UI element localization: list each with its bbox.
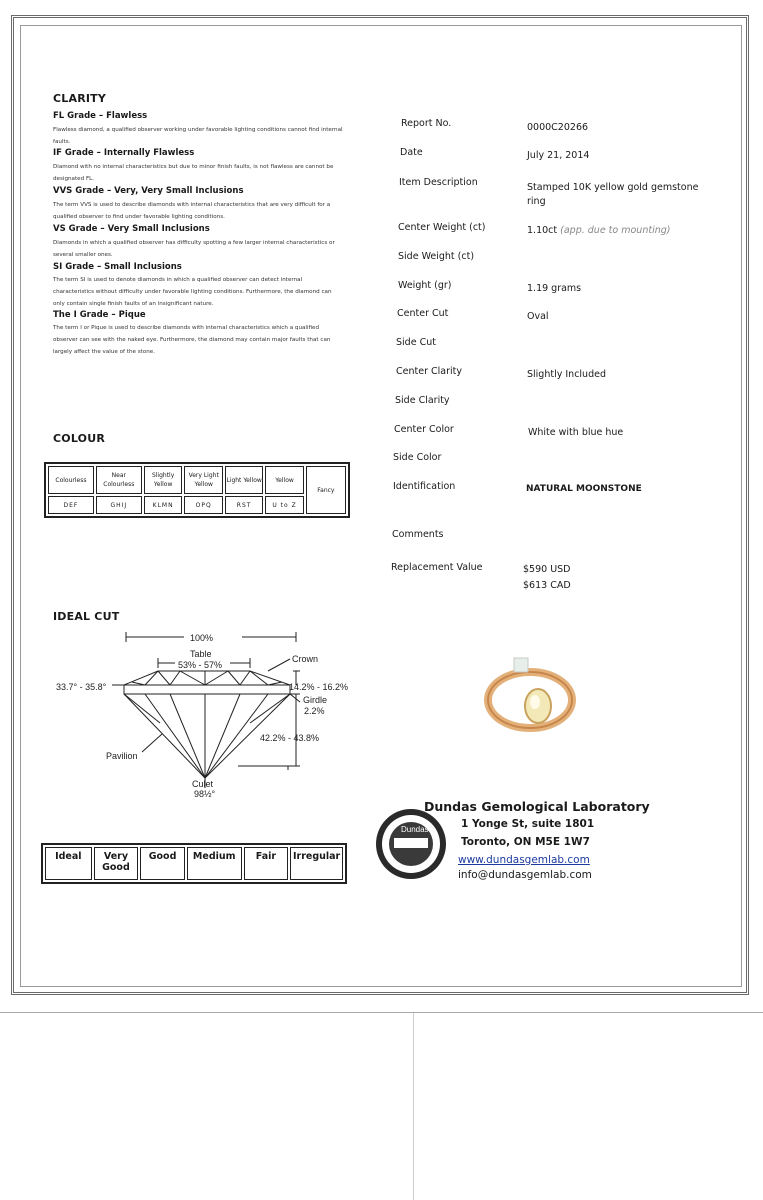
colour-name-cell: Slightly Yellow	[144, 466, 183, 494]
identification-value: NATURAL MOONSTONE	[526, 484, 642, 494]
diagram-culet-pct: 98½°	[194, 789, 216, 799]
side-clarity-label: Side Clarity	[395, 395, 450, 406]
colour-name-cell: Near Colourless	[96, 466, 142, 494]
center-cut-label: Center Cut	[397, 308, 449, 319]
ideal-cut-heading: IDEAL CUT	[53, 610, 120, 623]
diagram-table-pct: 53% - 57%	[178, 660, 223, 670]
center-clarity-label: Center Clarity	[396, 366, 462, 377]
center-weight-value	[527, 225, 670, 236]
ring-photo	[478, 648, 578, 740]
replacement-value-cad: $613 CAD	[523, 580, 571, 591]
center-weight-amount: 1.10ct	[527, 225, 558, 236]
center-color-label: Center Color	[394, 424, 454, 435]
clarity-grade-desc: Diamonds in which a qualified observer has difficulty spotting a few larger internal characteristics or several smaller ones.	[53, 240, 335, 258]
colour-grade-cell: OPQ	[184, 496, 222, 514]
diagram-table-label: Table	[190, 649, 212, 659]
item-description-value-line2: ring	[527, 196, 546, 207]
weight-gr-value: 1.19 grams	[527, 283, 582, 294]
colour-grade-cell: U to Z	[265, 496, 303, 514]
date-label: Date	[400, 147, 423, 158]
diagram-girdle-label: Girdle	[303, 695, 328, 705]
diagram-total-label: 100%	[190, 633, 214, 643]
colour-grade-cell: GHIJ	[96, 496, 142, 514]
cut-grade-cell: Ideal	[45, 847, 92, 880]
diagram-crown-pct: 14.2% - 16.2%	[289, 682, 349, 692]
cut-grade-cell: Fair	[244, 847, 289, 880]
comments-label: Comments	[392, 529, 444, 540]
date-value: July 21, 2014	[527, 150, 590, 161]
colour-scale-table	[44, 462, 350, 518]
diagram-pavilion-pct: 42.2% - 43.8%	[260, 733, 320, 743]
page-divider-vertical	[413, 1013, 414, 1200]
cut-grade-cell: Good	[140, 847, 185, 880]
clarity-grade-desc: The term I or Pique is used to describe diamonds with internal characteristics which a qualified observer can see with the naked eye. Furthermore, the diamond may contain major faults that can largely affect the value of the stone.	[53, 325, 331, 355]
diagram-girdle-pct: 2.2%	[304, 706, 325, 716]
colour-grade-cell: RST	[225, 496, 263, 514]
center-color-value: White with blue hue	[528, 427, 624, 438]
colour-heading: COLOUR	[53, 432, 105, 445]
report-number-value: 0000C20266	[527, 122, 589, 133]
clarity-grade-desc: The term VVS is used to describe diamonds with internal characteristics that are very difficult for a qualified observer to find under favorable lighting conditions.	[53, 202, 331, 220]
item-description-label: Item Description	[399, 177, 478, 188]
center-weight-label: Center Weight (ct)	[398, 222, 486, 233]
clarity-grade-desc: Diamond with no internal characteristics but due to minor finish faults, is not flawless are cannot be designated FL.	[53, 164, 334, 182]
center-clarity-value: Slightly Included	[527, 369, 606, 380]
cut-grade-table	[41, 843, 347, 884]
diagram-pavilion-label: Pavilion	[106, 751, 138, 761]
clarity-grade-title: The I Grade – Pique	[53, 310, 146, 320]
identification-label: Identification	[393, 481, 456, 492]
diagram-culet-label: Culet	[192, 779, 214, 789]
center-cut-value: Oval	[527, 311, 549, 322]
clarity-grade-title: IF Grade – Internally Flawless	[53, 148, 195, 158]
report-number-label: Report No.	[401, 118, 452, 129]
colour-name-cell: Colourless	[48, 466, 94, 494]
page-divider	[0, 1012, 763, 1013]
lab-email[interactable]: info@dundasgemlab.com	[458, 869, 592, 881]
lab-website-link[interactable]: www.dundasgemlab.com	[458, 854, 590, 866]
replacement-value-label: Replacement Value	[391, 562, 483, 573]
clarity-grade-title: FL Grade – Flawless	[53, 111, 148, 121]
clarity-grade-title: VVS Grade – Very, Very Small Inclusions	[53, 186, 244, 196]
item-description-value: Stamped 10K yellow gold gemstone	[527, 182, 699, 193]
lab-seal-text: Dundas	[401, 825, 429, 834]
colour-name-cell: Yellow	[265, 466, 303, 494]
side-color-label: Side Color	[393, 452, 442, 463]
diamond-proportions-diagram	[50, 628, 350, 803]
diagram-crown-label: Crown	[292, 654, 319, 664]
diagram-crown-angle: 33.7° - 35.8°	[56, 682, 107, 692]
replacement-value-usd: $590 USD	[523, 564, 571, 575]
colour-grade-cell: DEF	[48, 496, 94, 514]
clarity-grade-desc: Flawless diamond, a qualified observer working under favorable lighting conditions cannot find internal faults.	[53, 127, 343, 145]
lab-name: Dundas Gemological Laboratory	[424, 799, 650, 814]
side-weight-label: Side Weight (ct)	[398, 251, 475, 262]
cut-grade-cell: Very Good	[94, 847, 139, 880]
clarity-grade-desc: The term SI is used to denote diamonds in which a qualified observer can detect internal characteristics without difficulty under favorable lighting conditions. Furthermore, the diamond can only contain single finish faults of an insignificant nature.	[53, 277, 332, 307]
clarity-grade-title: VS Grade – Very Small Inclusions	[53, 224, 210, 234]
colour-name-cell: Very Light Yellow	[184, 466, 222, 494]
colour-fancy-cell: Fancy	[306, 466, 346, 514]
colour-name-cell: Light Yellow	[225, 466, 263, 494]
lab-address-line2: Toronto, ON M5E 1W7	[461, 836, 590, 848]
colour-grade-cell: KLMN	[144, 496, 183, 514]
clarity-grade-title: SI Grade – Small Inclusions	[53, 262, 182, 272]
weight-gr-label: Weight (gr)	[398, 280, 452, 291]
cut-grade-cell: Irregular	[290, 847, 343, 880]
lab-address-line1: 1 Yonge St, suite 1801	[461, 818, 595, 830]
clarity-heading: CLARITY	[53, 92, 107, 105]
center-weight-note: (app. due to mounting)	[560, 225, 671, 236]
side-cut-label: Side Cut	[396, 337, 436, 348]
cut-grade-cell: Medium	[187, 847, 242, 880]
